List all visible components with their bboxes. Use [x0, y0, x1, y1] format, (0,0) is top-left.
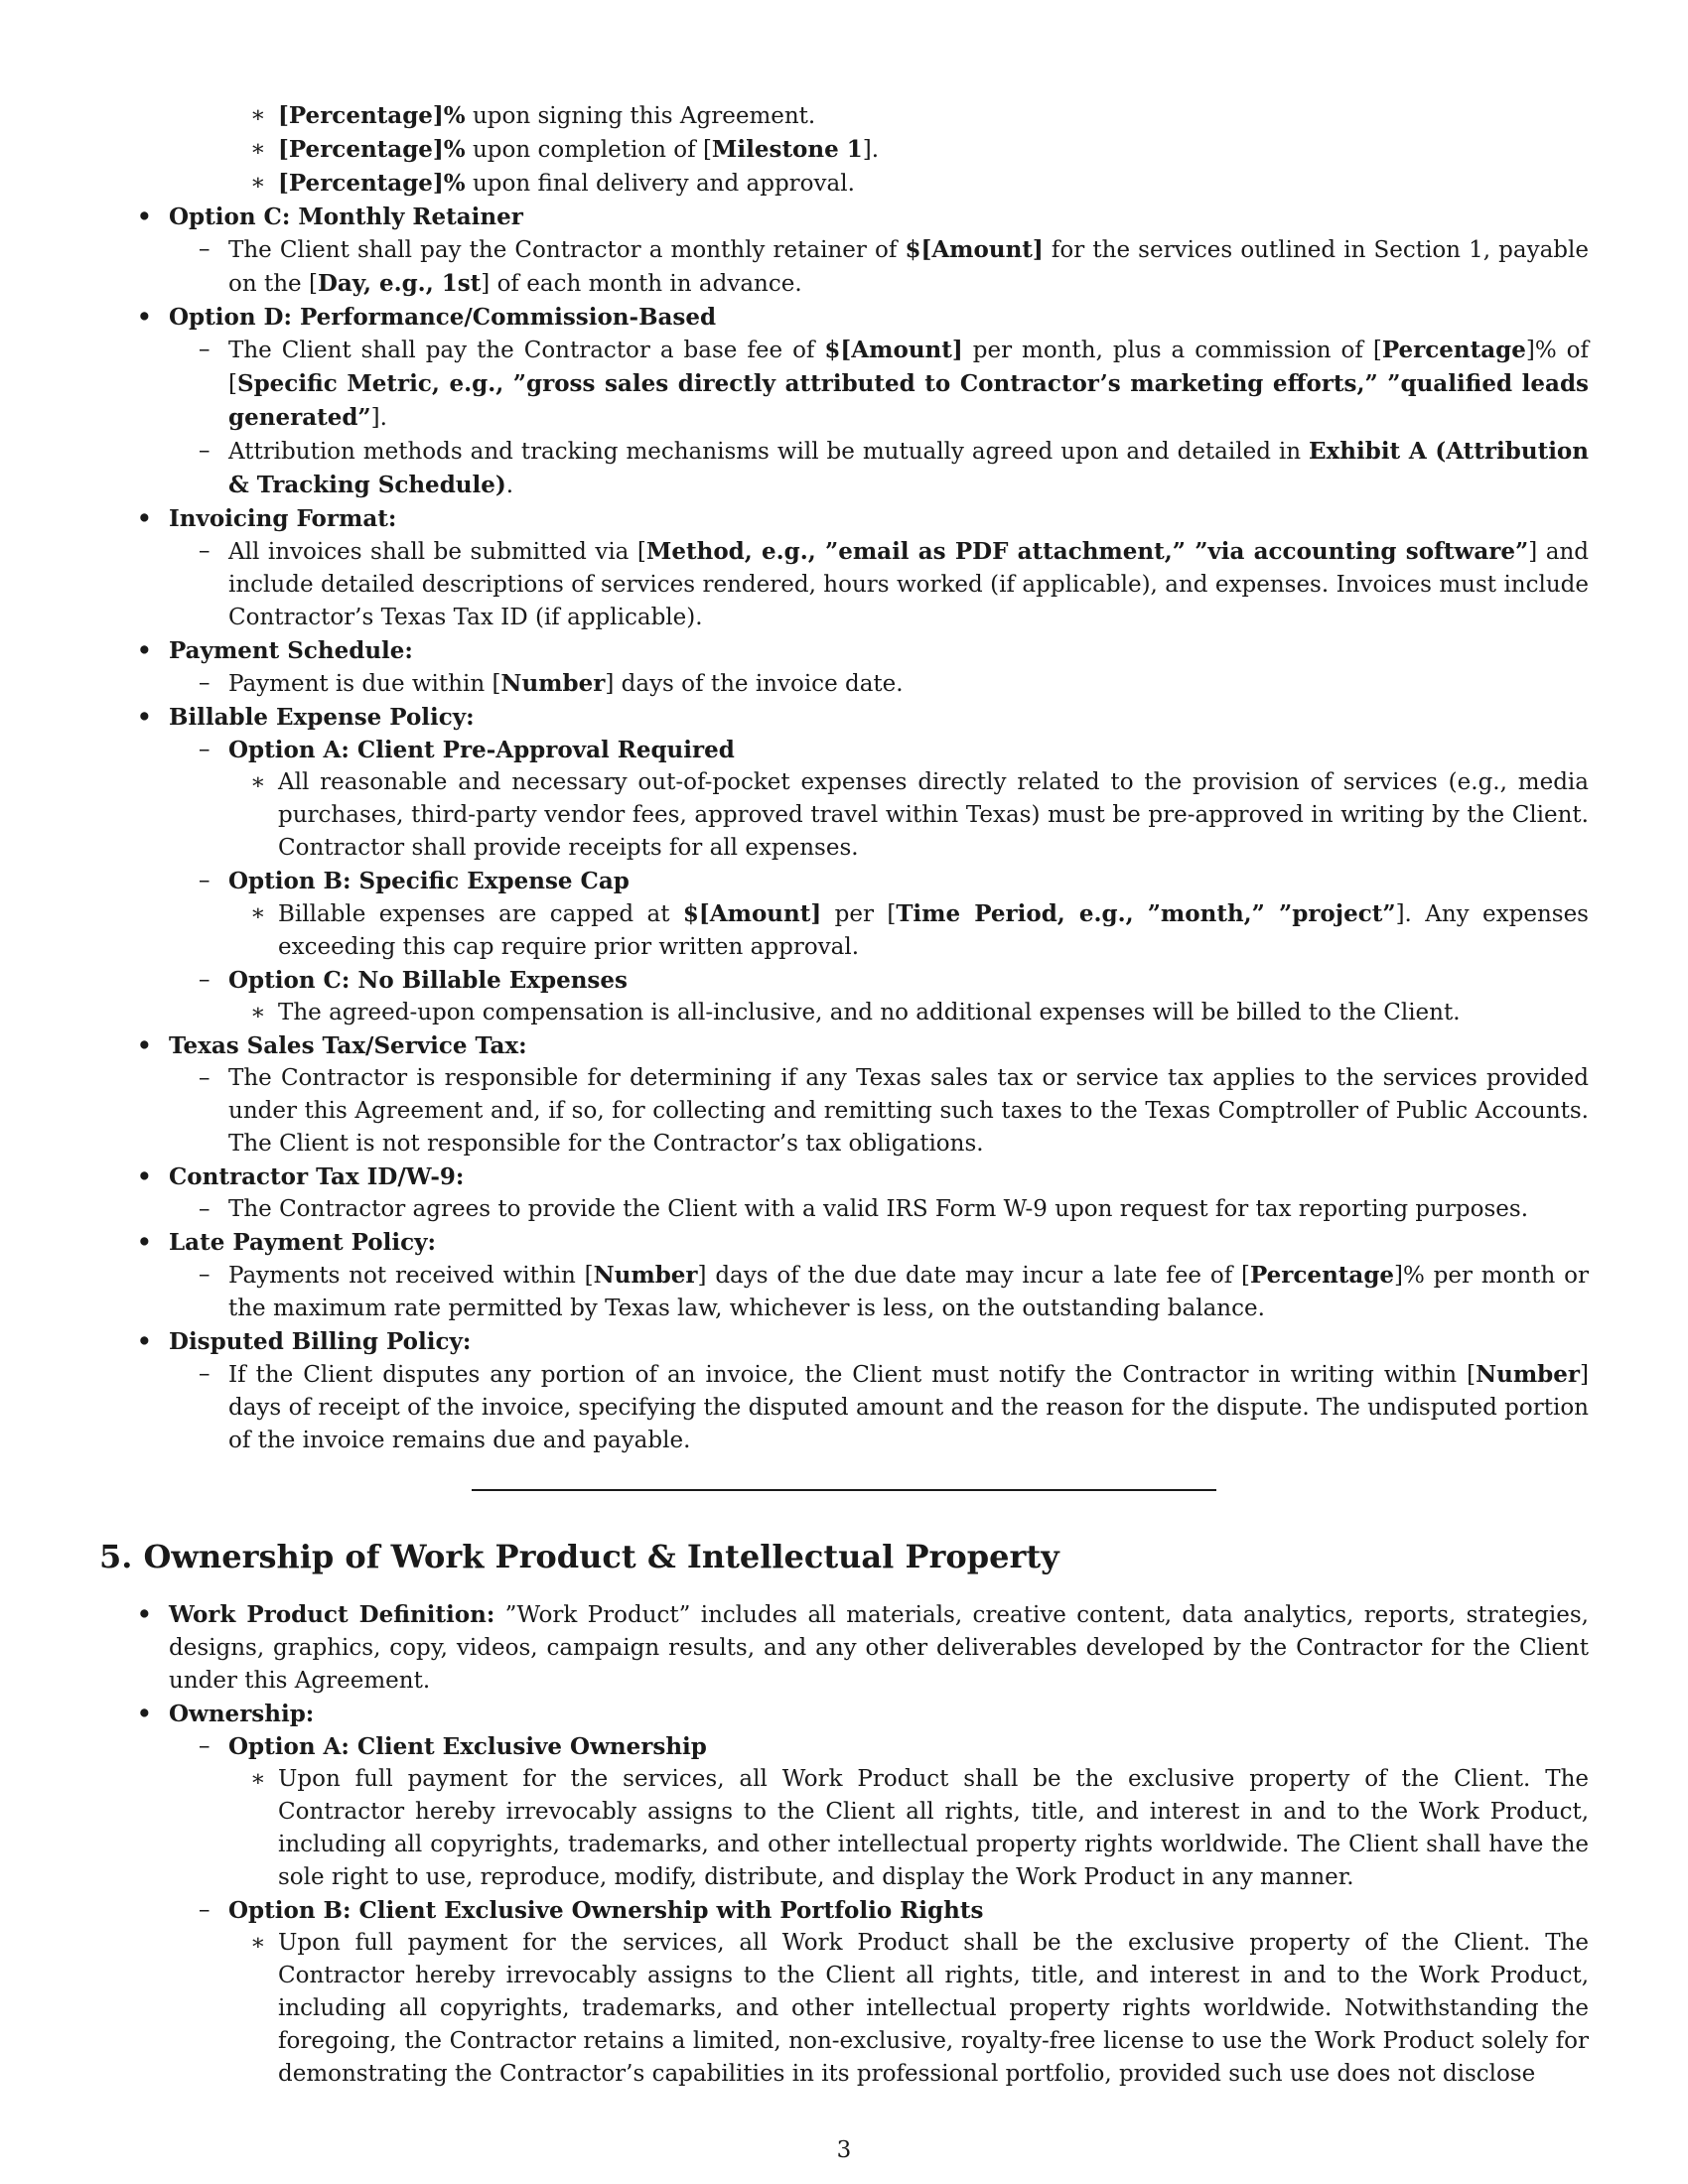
ownership-option-a-text: ∗ Upon full payment for the services, all Work Product shall be the exclusive property of the Client. The Contractor hereby irrevocably assigns to the Client all rights, title, and interest in and to the Work Product, including all copyrights, trademarks, and other intellectual property rights worldwide. The Client shall have the sole right to use, reproduce, modify, distribute, and display the Work Product in any manner. — [99, 1763, 1589, 1894]
dash-bullet-icon: – — [199, 868, 211, 893]
bullet-icon: • — [137, 1229, 152, 1256]
dash-bullet-icon: – — [199, 236, 211, 262]
ownership-list — [99, 1598, 1589, 2091]
dash-bullet-icon: – — [199, 337, 211, 362]
bullet-icon: • — [137, 1701, 152, 1727]
asterisk-bullet-icon: ∗ — [250, 769, 266, 795]
ownership-heading: • Ownership: — [99, 1698, 1589, 1730]
option-d-fee-text: – The Client shall pay the Contractor a base fee of $[Amount] per month, plus a commission of [Percentage]% of [Specific Metric, e.g., ”gross sales directly attributed to Contractor’s marketing efforts,” ”qualified leads generated”]. — [99, 334, 1589, 435]
billable-option-a-text: ∗ All reasonable and necessary out-of-pocket expenses directly related to the provision of services (e.g., media purchases, third-party vendor fees, approved travel within Texas) must be pre-approved in writing by the Client. Contractor shall provide receipts for all expenses. — [99, 766, 1589, 865]
asterisk-bullet-icon: ∗ — [250, 170, 266, 196]
ownership-option-a: – Option A: Client Exclusive Ownership — [99, 1730, 1589, 1763]
bullet-icon: • — [137, 1032, 152, 1059]
section-divider — [472, 1489, 1216, 1491]
asterisk-bullet-icon: ∗ — [250, 1766, 266, 1792]
ownership-option-b: – Option B: Client Exclusive Ownership with Portfolio Rights — [99, 1894, 1589, 1927]
tax-id-text: – The Contractor agrees to provide the Client with a valid IRS Form W-9 upon request for tax reporting purposes. — [99, 1193, 1589, 1226]
asterisk-bullet-icon: ∗ — [250, 900, 266, 926]
asterisk-bullet-icon: ∗ — [250, 136, 266, 162]
list-item: ∗ [Percentage]% upon final delivery and approval. — [99, 167, 1589, 201]
asterisk-bullet-icon: ∗ — [250, 1000, 266, 1025]
dash-bullet-icon: – — [199, 538, 211, 564]
asterisk-bullet-icon: ∗ — [250, 102, 266, 128]
option-c-text: – The Client shall pay the Contractor a monthly retainer of $[Amount] for the services outlined in Section 1, payable on the [Day, e.g., 1st] of each month in advance. — [99, 233, 1589, 301]
billable-option-b: – Option B: Specific Expense Cap — [99, 865, 1589, 897]
dash-bullet-icon: – — [199, 737, 211, 762]
bullet-icon: • — [137, 1163, 152, 1190]
bullet-icon: • — [137, 304, 152, 331]
bullet-icon: • — [137, 704, 152, 731]
section-5-title: 5. Ownership of Work Product & Intellectual Property — [99, 1538, 1059, 1575]
list-item: ∗ [Percentage]% upon completion of [Milestone 1]. — [99, 133, 1589, 167]
payment-schedule-heading: • Payment Schedule: — [99, 634, 1589, 667]
dash-bullet-icon: – — [199, 1065, 211, 1091]
option-c-heading: • Option C: Monthly Retainer — [99, 201, 1589, 233]
asterisk-bullet-icon: ∗ — [250, 1930, 266, 1956]
invoicing-text: – All invoices shall be submitted via [Method, e.g., ”email as PDF attachment,” ”via accounting software”] and include detailed descriptions of services rendered, hours worked (if applicable), and expenses. Invoices must include Contractor’s Texas Tax ID (if applicable). — [99, 535, 1589, 634]
tax-id-heading: • Contractor Tax ID/W-9: — [99, 1160, 1589, 1193]
dash-bullet-icon: – — [199, 1262, 211, 1288]
dash-bullet-icon: – — [199, 1733, 211, 1759]
billable-heading: • Billable Expense Policy: — [99, 701, 1589, 734]
option-d-heading: • Option D: Performance/Commission-Based — [99, 301, 1589, 334]
disputed-heading: • Disputed Billing Policy: — [99, 1325, 1589, 1358]
billable-option-c-text: ∗ The agreed-upon compensation is all-inclusive, and no additional expenses will be billed to the Client. — [99, 997, 1589, 1029]
dash-bullet-icon: – — [199, 1897, 211, 1923]
sales-tax-text: – The Contractor is responsible for determining if any Texas sales tax or service tax applies to the services provided under this Agreement and, if so, for collecting and remitting such taxes to the Texas Comptroller of Public Accounts. The Client is not responsible for the Contractor’s tax obligations. — [99, 1062, 1589, 1160]
option-d-attribution-text: – Attribution methods and tracking mechanisms will be mutually agreed upon and detailed in Exhibit A (Attribution & Tracking Schedule). — [99, 435, 1589, 502]
bullet-icon: • — [137, 1601, 152, 1628]
bullet-icon: • — [137, 1328, 152, 1355]
dash-bullet-icon: – — [199, 1361, 211, 1387]
dash-bullet-icon: – — [199, 670, 211, 696]
payment-schedule-text: – Payment is due within [Number] days of the invoice date. — [99, 667, 1589, 701]
billable-option-c: – Option C: No Billable Expenses — [99, 964, 1589, 997]
bullet-icon: • — [137, 505, 152, 532]
billable-option-b-text: ∗ Billable expenses are capped at $[Amount] per [Time Period, e.g., ”month,” ”project”]. Any expenses exceeding this cap require prior written approval. — [99, 897, 1589, 964]
payment-terms-list — [99, 99, 1589, 1457]
sales-tax-heading: • Texas Sales Tax/Service Tax: — [99, 1029, 1589, 1062]
list-item: ∗ [Percentage]% upon signing this Agreement. — [99, 99, 1589, 133]
dash-bullet-icon: – — [199, 438, 211, 464]
dash-bullet-icon: – — [199, 967, 211, 993]
billable-option-a: – Option A: Client Pre-Approval Required — [99, 734, 1589, 766]
work-product-definition: • Work Product Definition: ”Work Product” includes all materials, creative content, data analytics, reports, strategies, designs, graphics, copy, videos, campaign results, and any other deliverables developed by the Contractor for the Client under this Agreement. — [99, 1598, 1589, 1698]
late-payment-heading: • Late Payment Policy: — [99, 1226, 1589, 1259]
late-payment-text: – Payments not received within [Number] days of the due date may incur a late fee of [Percentage]% per month or the maximum rate permitted by Texas law, whichever is less, on the outstanding balance. — [99, 1259, 1589, 1325]
disputed-text: – If the Client disputes any portion of an invoice, the Client must notify the Contractor in writing within [Number] days of receipt of the invoice, specifying the disputed amount and the reason for the dispute. The undisputed portion of the invoice remains due and payable. — [99, 1358, 1589, 1457]
ownership-option-b-text: ∗ Upon full payment for the services, all Work Product shall be the exclusive property of the Client. The Contractor hereby irrevocably assigns to the Client all rights, title, and interest in and to the Work Product, including all copyrights, trademarks, and other intellectual property rights worldwide. Notwithstanding the foregoing, the Contractor retains a limited, non-exclusive, royalty-free license to use the Work Product solely for demonstrating the Contractor’s capabilities in its professional portfolio, provided such use does not disclose — [99, 1927, 1589, 2091]
invoicing-heading: • Invoicing Format: — [99, 502, 1589, 535]
page-number: 3 — [836, 2137, 852, 2163]
dash-bullet-icon: – — [199, 1196, 211, 1222]
bullet-icon: • — [137, 204, 152, 230]
bullet-icon: • — [137, 637, 152, 664]
